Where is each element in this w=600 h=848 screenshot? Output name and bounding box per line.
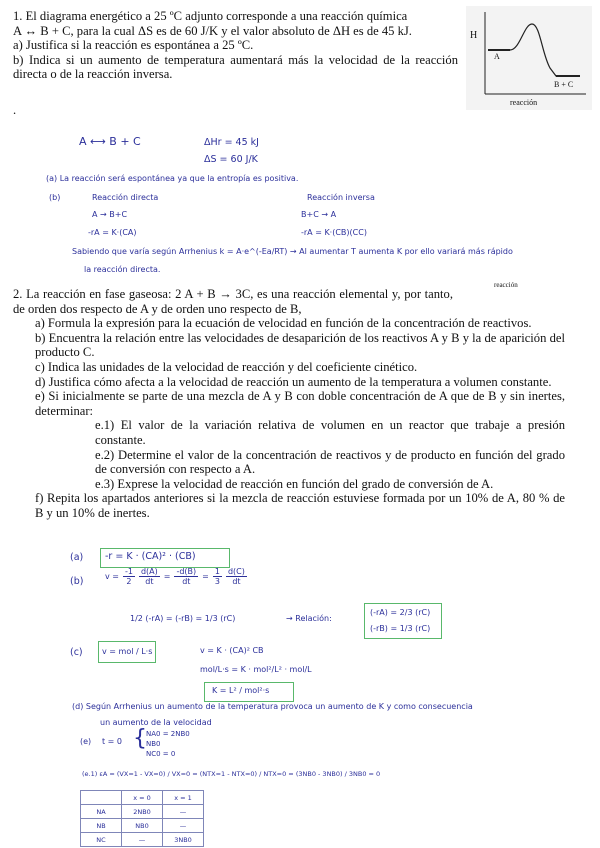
energy-diagram — [466, 6, 592, 110]
table-cell: — — [163, 819, 204, 833]
problem2-item-c: c) Indica las unidades de la velocidad de reacción y del coeficiente cinético. — [35, 359, 418, 374]
problem2-item-b: b) Encuentra la relación entre las velocidades de desaparición de los reactivos A y B y la de aparición del producto C. — [35, 330, 565, 360]
table-row — [81, 819, 204, 833]
table-cell: NA — [81, 805, 122, 819]
problem1-statement — [13, 9, 458, 82]
problem2-item-f: f) Repita los apartados anteriores si la mezcla de reacción estuviese formada por un 10% de A, 80 % de B y un 10% de inertes. — [35, 491, 565, 520]
answer2-c-k: K = L² / mol²·s — [212, 686, 270, 695]
answer2-c-rate: v = K · (CA)² CB — [200, 646, 264, 655]
problem2-statement — [13, 287, 565, 521]
answer2-b-coef1: $\frac{-1}{2}$ — [124, 567, 133, 586]
answer1-enthalpy: ΔHr = 45 kJ — [204, 137, 259, 148]
answer2-rel-chain: 1/2 (-rA) = (-rB) = 1/3 (rC) — [130, 614, 236, 623]
problem2-item-e2: e.2) Determine el valor de la concentración de reactivos y de producto en función del grado de conversión con respecto a A. — [95, 447, 565, 477]
answer1-equation: A ⟷ B + C — [79, 135, 141, 148]
problem1-line2: A ↔ B + C, para la cual ΔS es de 60 J/K y el valor absoluto de ΔH es de 45 kJ. — [13, 23, 412, 38]
conversion-table — [80, 790, 204, 847]
table-cell: NC — [81, 833, 122, 847]
answer1-part-b-label: (b) — [49, 193, 61, 202]
answer2-b-deriv3: $\frac{d(C)}{dt}$ — [227, 567, 245, 586]
table-row — [81, 805, 204, 819]
answer2-e-nc: NC0 = 0 — [146, 750, 176, 758]
answer2-a-equation: -r = K · (CA)² · (CB) — [105, 551, 196, 562]
problem1-line1: 1. El diagrama energético a 25 ºC adjunto corresponde a una reacción química — [13, 9, 408, 23]
diagram-product-label: B + C — [554, 80, 574, 89]
table-head-cell: x = 0 — [122, 791, 163, 805]
stray-reaction-label: reacción — [494, 281, 518, 289]
answer1-inverse-eq: B+C → A — [301, 210, 337, 219]
answer2-rel-arrow: → Relación: — [286, 614, 332, 623]
answer2-d-line1: (d) Según Arrhenius un aumento de la temperatura provoca un aumento de K y como consecuencia — [72, 702, 473, 711]
answer1-entropy: ΔS = 60 J/K — [204, 154, 258, 165]
table-cell: — — [122, 833, 163, 847]
answer1-inverse-title: Reacción inversa — [307, 193, 375, 202]
problem2-item-a: a) Formula la expresión para la ecuación de velocidad en función de la concentración de reactivos. — [35, 316, 532, 331]
diagram-y-label: H — [470, 30, 478, 41]
answer2-e1-line: (e.1) εA = (VX=1 - VX=0) / VX=0 = (NTX=1 - NTX=0) / NTX=0 = (3NB0 - 3NB0) / 3NB0 = 0 — [82, 770, 381, 778]
answer2-e-na: NA0 = 2NB0 — [146, 730, 190, 738]
stray-dot: . — [13, 103, 17, 117]
table-cell: NB0 — [122, 819, 163, 833]
problem2-intro: 2. La reacción en fase gaseosa: 2 A + B → 3C, es una reacción elemental y, por tanto, de orden dos respecto de A y de orden uno respecto de B, — [13, 287, 453, 316]
table-row — [81, 833, 204, 847]
answer2-c-units: mol/L·s = K · mol²/L² · mol/L — [200, 665, 312, 674]
answer2-b-label: (b) — [70, 576, 84, 587]
answer2-rel-2: (-rB) = 1/3 (rC) — [370, 624, 431, 633]
answer2-e-time: t = 0 — [102, 737, 123, 746]
answer2-c-label: (c) — [70, 647, 83, 658]
table-row — [81, 791, 204, 805]
answer1-direct-eq: A → B+C — [92, 210, 128, 219]
diagram-reactant-label: A — [494, 52, 500, 61]
problem2-item-d: d) Justifica cómo afecta a la velocidad de reacción un aumento de la temperatura a volumen constante. — [35, 374, 552, 389]
table-cell: — — [163, 805, 204, 819]
table-cell: 2NB0 — [122, 805, 163, 819]
problem2-item-e3: e.3) Exprese la velocidad de reacción en función del grado de conversión de A. — [95, 476, 494, 491]
answer2-b-v: v = — [105, 572, 119, 581]
problem1-item-b: b) Indica si un aumento de temperatura aumentará más la velocidad de la reacción directa o de la reacción inversa. — [13, 52, 458, 82]
answer2-b-deriv2: $\frac{-d(B)}{dt}$ — [176, 567, 197, 586]
answer1-note-line1: Sabiendo que varía según Arrhenius k = A·e^(-Ea/RT) → Al aumentar T aumenta K por ello variará más rápido — [72, 247, 513, 256]
answer2-d-line2: un aumento de la velocidad — [100, 718, 212, 727]
answer2-b-expression: v = $\frac{-1}{2}$ $\frac{d(A)}{dt}$ = $\frac{-d(B)}{dt}$ = $\frac{1}{3}$ $\frac{d(C)}{dt}$ — [105, 567, 245, 586]
table-cell: 3NB0 — [163, 833, 204, 847]
diagram-x-label: reacción — [510, 98, 538, 107]
answer2-e-nb: NB0 — [146, 740, 161, 748]
answer2-e-brace: { — [133, 726, 147, 751]
table-cell: NB — [81, 819, 122, 833]
problem2-item-e1: e.1) El valor de la variación relativa de volumen en un reactor que trabaje a presión constante. — [95, 418, 565, 447]
energy-curve — [466, 6, 592, 110]
answer1-part-a: (a) La reacción será espontánea ya que la entropía es positiva. — [46, 174, 299, 183]
problem1-item-a: a) Justifica si la reacción es espontánea a 25 ºC. — [13, 38, 254, 53]
table-head-cell: x = 1 — [163, 791, 204, 805]
answer1-direct-title: Reacción directa — [92, 193, 159, 202]
answer2-a-label: (a) — [70, 552, 84, 563]
answer1-note-line2: la reacción directa. — [84, 265, 161, 274]
answer2-b-deriv1: $\frac{d(A)}{dt}$ — [140, 567, 158, 586]
answer2-rel-1: (-rA) = 2/3 (rC) — [370, 608, 431, 617]
answer1-direct-rate: -rA = K·(CA) — [88, 228, 137, 237]
answer2-e-label: (e) — [80, 737, 92, 746]
table-head-cell — [81, 791, 122, 805]
problem2-item-e: e) Si inicialmente se parte de una mezcla de A y B con doble concentración de A que de B y sin inertes, determinar: — [35, 389, 565, 418]
answer1-inverse-rate: -rA = K·(CB)(CC) — [301, 228, 367, 237]
answer2-c-velocity-units: v = mol / L·s — [102, 647, 153, 656]
answer2-b-coef3: $\frac{1}{3}$ — [214, 567, 220, 586]
